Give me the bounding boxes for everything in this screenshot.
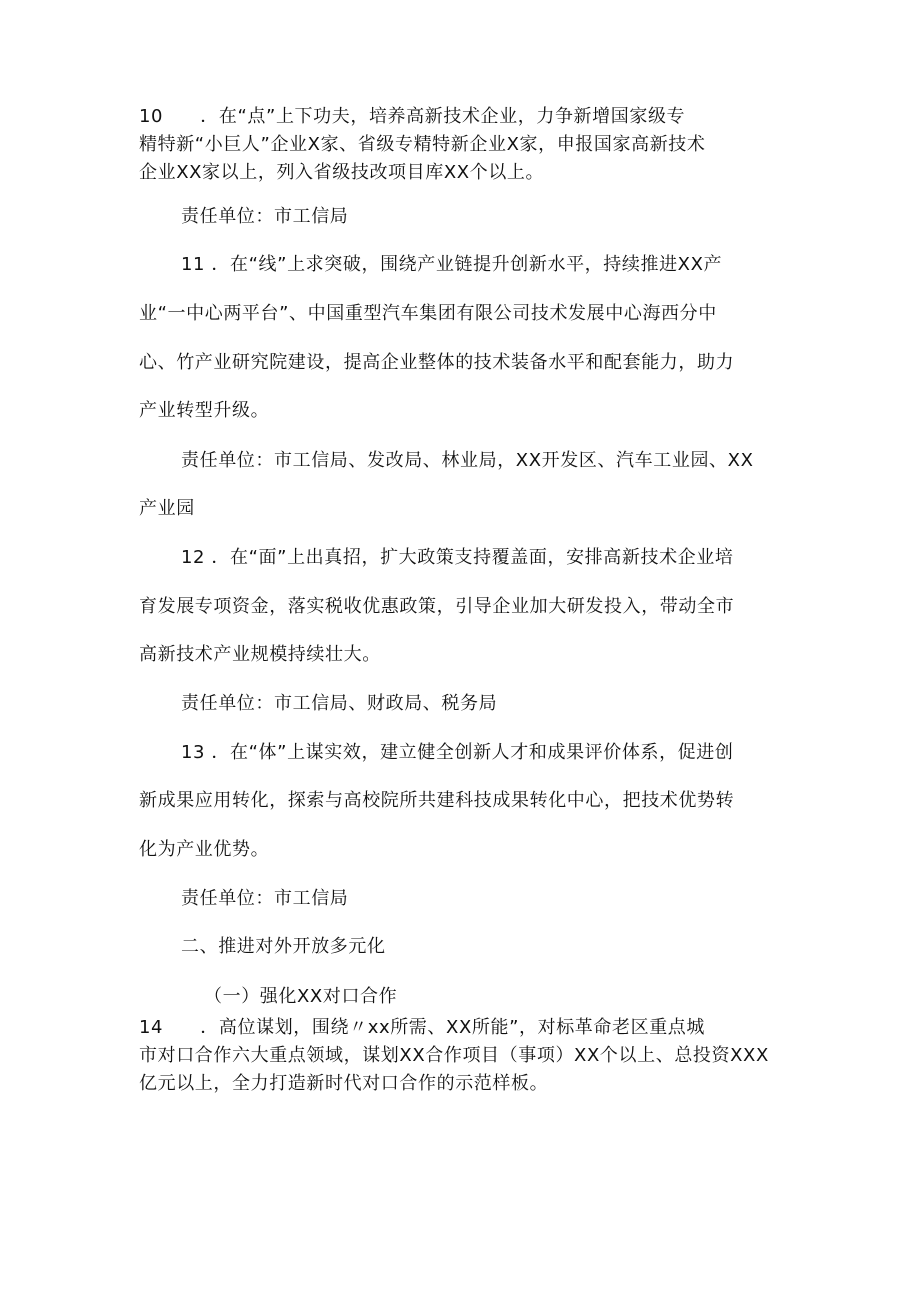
- responsible-unit-11-line-2: 产业园: [139, 498, 195, 519]
- responsible-unit-10: 责任单位：市工信局: [181, 206, 349, 227]
- subsection-heading-1: （一）强化XX对口合作: [204, 986, 398, 1007]
- item-14-line-2: 市对口合作六大重点领域，谋划XX合作项目（事项）XX个以上、总投资XXX: [139, 1045, 769, 1066]
- item-12-line-2: 育发展专项资金，落实税收优惠政策，引导企业加大研发投入，带动全市: [139, 596, 735, 617]
- responsible-unit-12: 责任单位：市工信局、财政局、税务局: [181, 693, 498, 714]
- item-11-line-2: 业“一中心两平台”、中国重型汽车集团有限公司技术发展中心海西分中: [139, 303, 717, 324]
- item-10-line-2: 精特新“小巨人”企业X家、省级专精特新企业X家，申报国家高新技术: [139, 134, 706, 155]
- item-14-line-1: 14 ．高位谋划，围绕〃xx所需、XX所能”，对标革命老区重点城: [139, 1017, 705, 1038]
- item-10-line-1: 10 ．在“点”上下功夫，培养高新技术企业，力争新增国家级专: [139, 106, 686, 127]
- item-11-line-4: 产业转型升级。: [139, 400, 270, 421]
- item-13-line-2: 新成果应用转化，探索与高校院所共建科技成果转化中心，把技术优势转: [139, 790, 735, 811]
- responsible-unit-13: 责任单位：市工信局: [181, 888, 349, 909]
- item-11-line-3: 心、竹产业研究院建设，提高企业整体的技术装备水平和配套能力，助力: [139, 352, 735, 373]
- item-13-line-3: 化为产业优势。: [139, 839, 270, 860]
- item-12-line-1: 12 ．在“面”上出真招，扩大政策支持覆盖面，安排高新技术企业培: [181, 547, 734, 568]
- section-heading-2: 二、推进对外开放多元化: [181, 936, 386, 957]
- item-10-line-3: 企业XX家以上，列入省级技改项目库XX个以上。: [139, 162, 545, 183]
- item-12-line-3: 高新技术产业规模持续壮大。: [139, 644, 381, 665]
- item-14-line-3: 亿元以上，全力打造新时代对口合作的示范样板。: [139, 1073, 549, 1094]
- item-11-line-1: 11 ．在“线”上求突破，围绕产业链提升创新水平，持续推进XX产: [181, 254, 723, 275]
- item-13-line-1: 13 ．在“体”上谋实效，建立健全创新人才和成果评价体系，促进创: [181, 742, 734, 763]
- responsible-unit-11-line-1: 责任单位：市工信局、发改局、林业局，XX开发区、汽车工业园、XX: [181, 450, 754, 471]
